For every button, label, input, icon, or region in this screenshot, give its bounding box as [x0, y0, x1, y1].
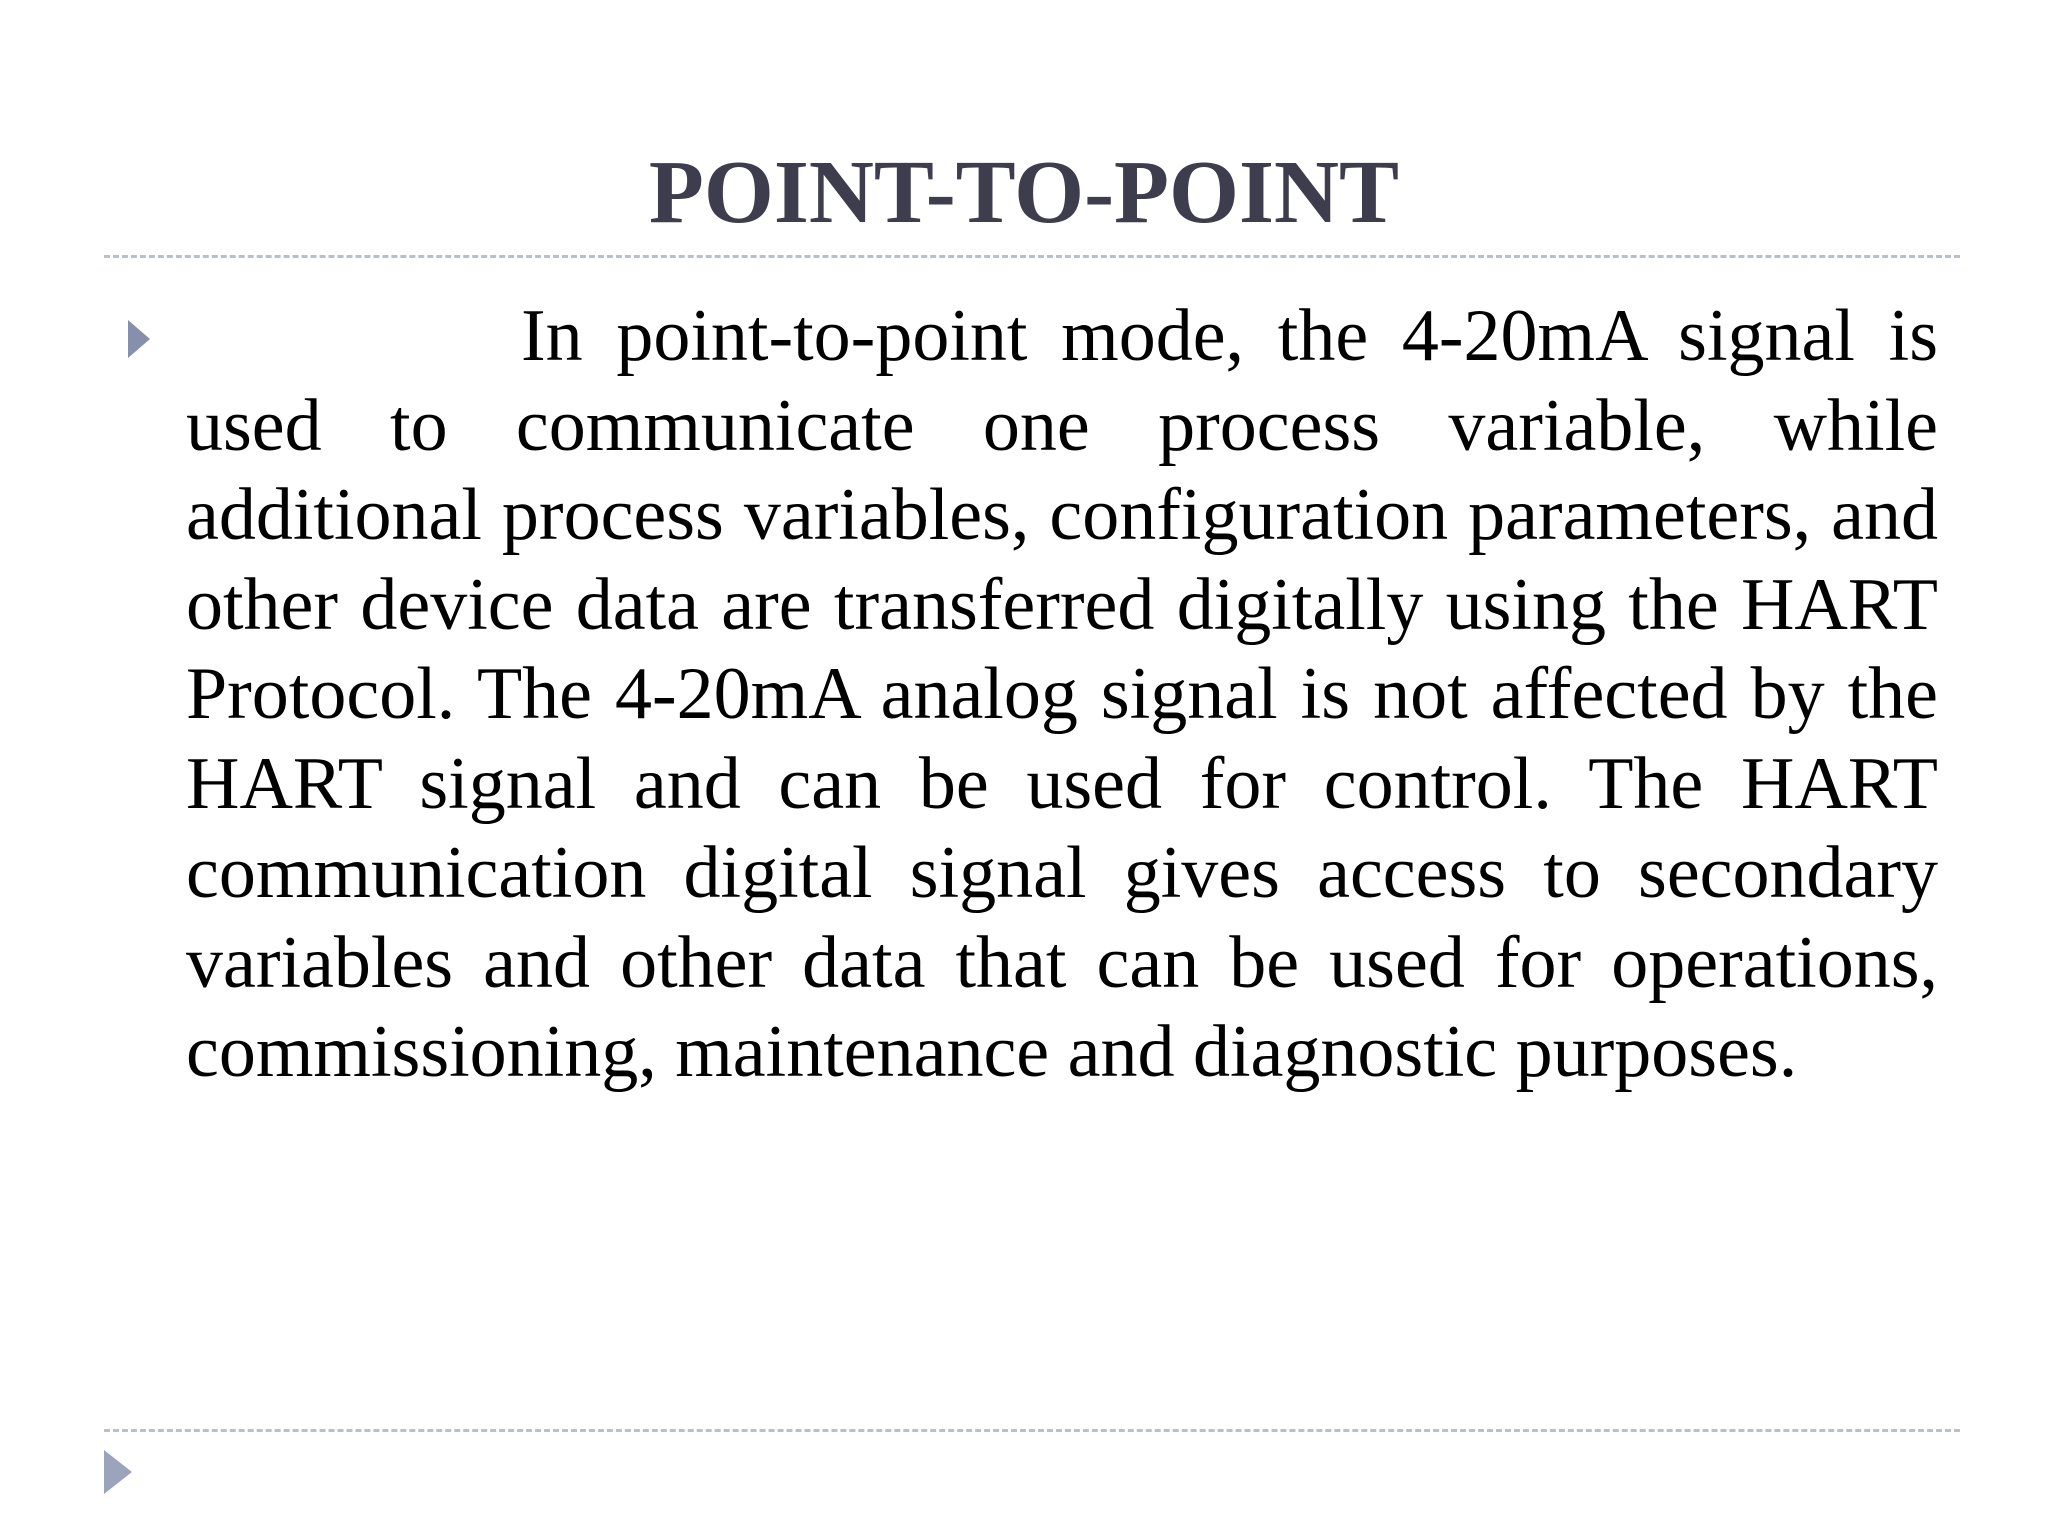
triangle-bullet-icon	[128, 320, 150, 358]
title-divider	[104, 255, 1960, 258]
footer-divider	[104, 1429, 1960, 1432]
triangle-corner-icon	[104, 1450, 132, 1494]
bullet-text: In point-to-point mode, the 4-20mA signal is used to communicate one process variable, while additional process variables, configuration parameters, and other device data are transferred digitally using the HART Protocol. The 4-20mA analog signal is not affected by the HART signal and can be used for control. The HART communication digital signal gives access to secondary variables and other data that can be used for operations, commissioning, maintenance and diagnostic purposes.	[186, 295, 1938, 1093]
slide-title: POINT-TO-POINT	[648, 143, 1400, 242]
